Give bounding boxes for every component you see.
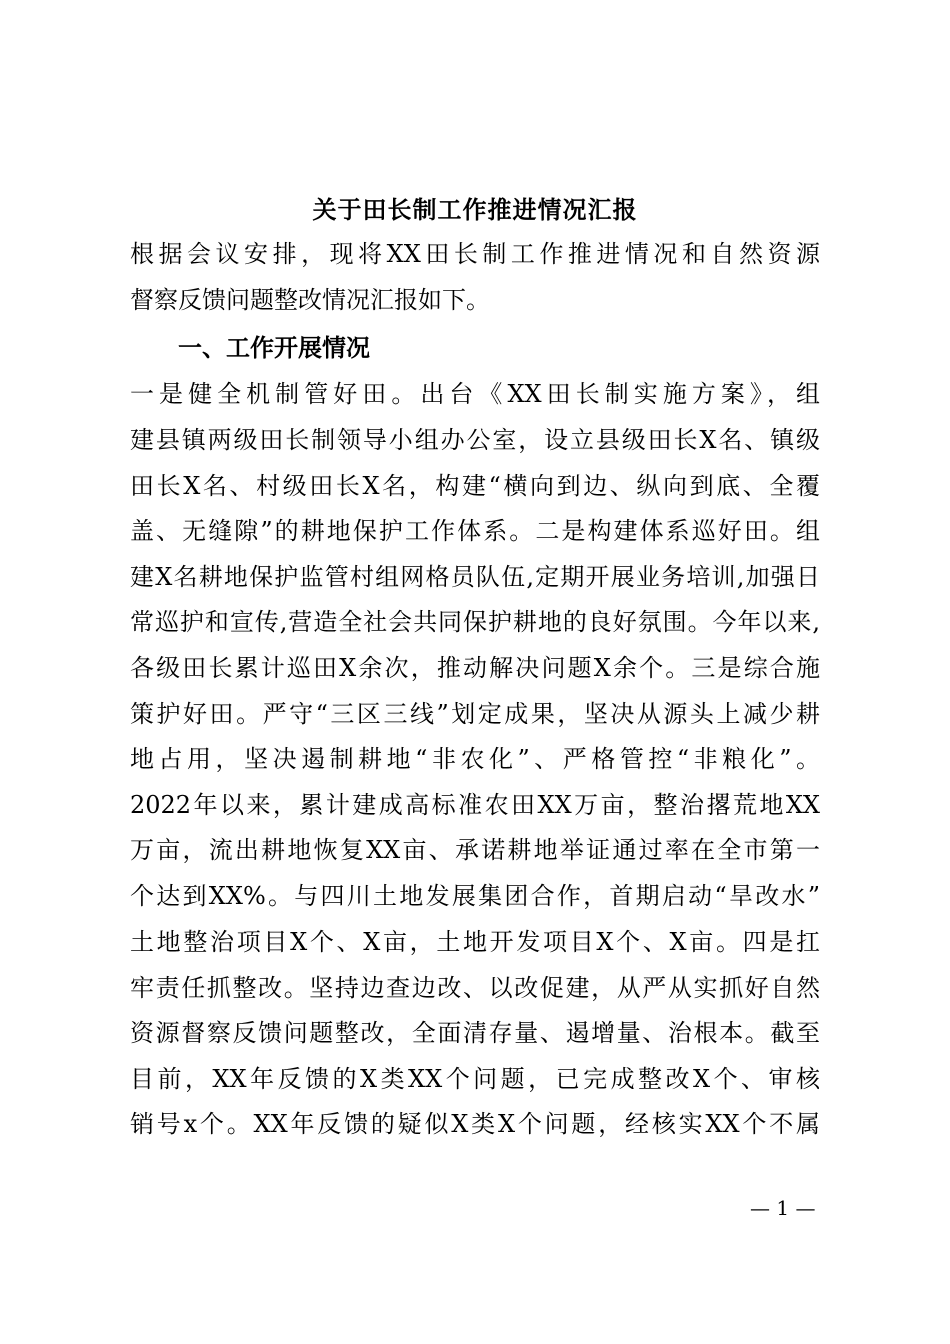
body-line: 牢责任抓整改。坚持边查边改、以改促建，从严从实抓好自然 [130,974,820,1002]
body-line: 各级田长累计巡田X余次，推动解决问题X余个。三是综合施 [130,654,820,682]
page-number: — 1 — [750,1196,816,1220]
body-line: 销号x个。XX年反馈的疑似X类X个问题，经核实XX个不属 [130,1110,820,1138]
body-line: 万亩，流出耕地恢复XX亩、承诺耕地举证通过率在全市第一 [130,836,820,864]
body-line: 田长X名、村级田长X名，构建“横向到边、纵向到底、全覆 [130,472,820,500]
section-heading: 一、工作开展情况 [178,334,370,362]
body-line: 土地整治项目X个、X亩，土地开发项目X个、X亩。四是扛 [130,928,820,956]
intro-line: 督察反馈问题整改情况汇报如下。 [130,286,490,314]
document-title: 关于田长制工作推进情况汇报 [312,195,638,224]
body-line: 盖、无缝隙”的耕地保护工作体系。二是构建体系巡好田。组 [130,517,820,545]
body-line: 资源督察反馈问题整改，全面清存量、遏增量、治根本。截至 [130,1019,820,1047]
body-line: 策护好田。严守“三区三线”划定成果，坚决从源头上减少耕 [130,700,820,728]
body-line: 2022年以来，累计建成高标准农田XX万亩，整治撂荒地XX [130,791,820,819]
body-line: 个达到XX%。与四川土地发展集团合作，首期启动“旱改水” [130,882,820,910]
intro-line: 根据会议安排，现将XX田长制工作推进情况和自然资源 [130,240,820,268]
body-line: 一是健全机制管好田。出台《XX田长制实施方案》，组 [130,380,820,408]
body-line: 建X名耕地保护监管村组网格员队伍,定期开展业务培训,加强日 [130,563,820,591]
body-line: 建县镇两级田长制领导小组办公室，设立县级田长X名、镇级 [130,426,820,454]
body-line: 地占用，坚决遏制耕地“非农化”、严格管控“非粮化”。 [130,745,820,773]
body-line: 目前，XX年反馈的X类XX个问题，已完成整改X个、审核 [130,1065,820,1093]
body-line: 常巡护和宣传,营造全社会共同保护耕地的良好氛围。今年以来, [130,608,820,636]
